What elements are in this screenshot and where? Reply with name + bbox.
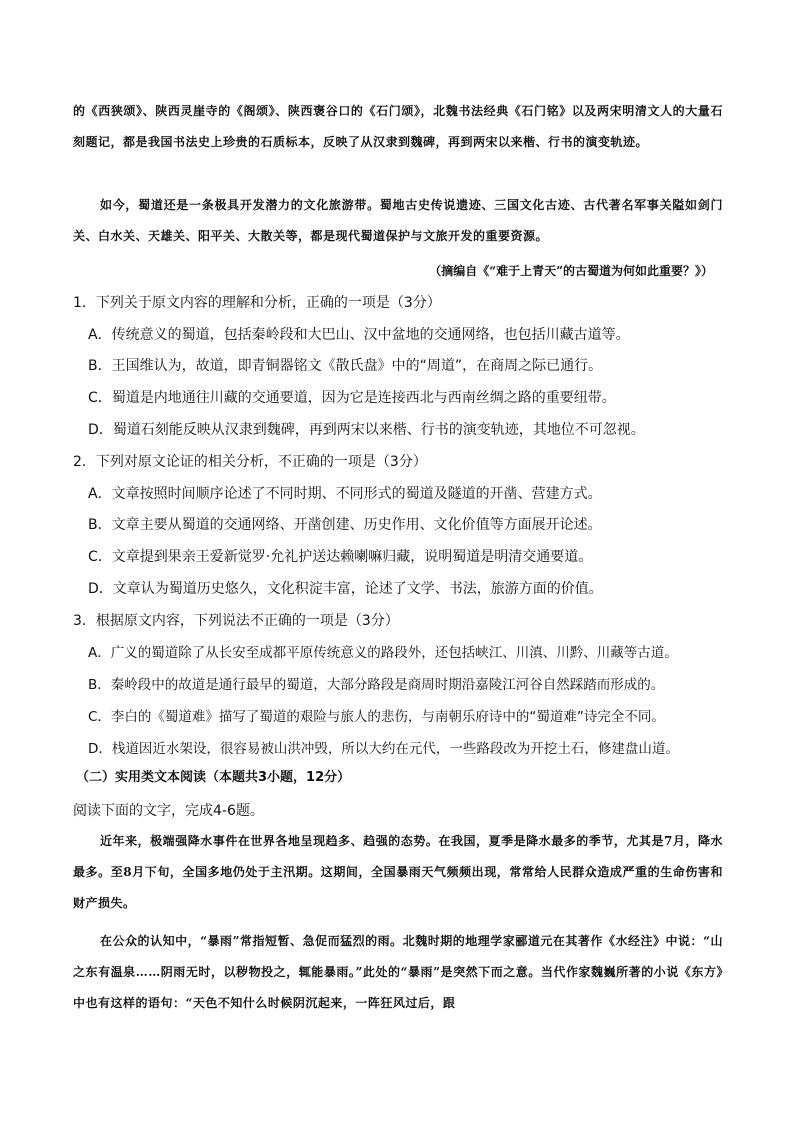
question-3-stem: 3．根据原文内容，下列说法不正确的一项是（3分） — [73, 613, 399, 629]
question-2-option-b: B．文章主要从蜀道的交通网络、开凿创建、历史作用、文化价值等方面展开论述。 — [88, 517, 602, 533]
passage-paragraph-rainstorm: 在公众的认知中，“暴雨”常指短暂、急促而猛烈的雨。北魏时期的地理学家郦道元在其著作《水经注》中说：“山之东有温泉……阴雨无时，以秽物投之，辄能暴雨。”此处的“暴雨”是突然下而之意。当代作家魏巍所著的小说《东方》中也有这样的语句：“天色不知什么时候阴沉起来，一阵狂风过后，跟 — [73, 934, 723, 1010]
question-1-option-b: B．王国维认为，故道，即青铜器铭文《散氏盘》中的“周道”，在商周之际已通行。 — [88, 358, 603, 374]
question-2-stem: 2．下列对原文论证的相关分析，不正确的一项是（3分） — [73, 454, 427, 470]
question-1-stem: 1．下列关于原文内容的理解和分析，正确的一项是（3分） — [73, 295, 441, 311]
question-3-option-d: D．栈道因近水架设，很容易被山洪冲毁，所以大约在元代，一些路段改为开挖土石，修建盘山道。 — [88, 741, 679, 757]
section-instruction: 阅读下面的文字，完成4-6题。 — [73, 803, 264, 819]
question-1-option-a: A．传统意义的蜀道，包括秦岭段和大巴山、汉中盆地的交通网络，也包括川藏古道等。 — [88, 327, 630, 343]
passage-paragraph-rainfall: 近年来，极端强降水事件在世界各地呈现趋多、趋强的态势。在我国，夏季是降水最多的季节，尤其是7月，降水最多。至8月下旬，全国多地仍处于主汛期。这期间，全国暴雨天气频频出现，常常给人民群众造成严重的生命伤害和财产损失。 — [73, 834, 723, 910]
question-2-option-a: A．文章按照时间顺序论述了不同时期、不同形式的蜀道及隧道的开凿、营建方式。 — [88, 486, 602, 502]
section-heading: （二）实用类文本阅读（本题共3小题，12分） — [76, 770, 351, 785]
passage-paragraph-tourism: 如今，蜀道还是一条极具开发潜力的文化旅游带。蜀地古史传说遗迹、三国文化古迹、古代著名军事关隘如剑门关、白水关、天雄关、阳平关、大散关等，都是现代蜀道保护与文旅开发的重要资源。 — [73, 198, 723, 243]
question-3-option-c: C．李白的《蜀道难》描写了蜀道的艰险与旅人的悲伤，与南朝乐府诗中的“蜀道难”诗完全不同。 — [88, 709, 665, 725]
question-1-option-d: D．蜀道石刻能反映从汉隶到魏碑，再到两宋以来楷、行书的演变轨迹，其地位不可忽视。 — [88, 422, 645, 438]
question-2-option-c: C．文章提到果亲王爱新觉罗·允礼护送达赖喇嘛归藏，说明蜀道是明清交通要道。 — [88, 549, 593, 565]
question-1-option-c: C．蜀道是内地通往川藏的交通要道，因为它是连接西北与西南丝绸之路的重要纽带。 — [88, 390, 616, 406]
question-2-option-d: D．文章认为蜀道历史悠久，文化积淀丰富，论述了文学、书法，旅游方面的价值。 — [88, 581, 603, 597]
passage-source: （摘编自《“难于上青天”的古蜀道为何如此重要？》） — [429, 264, 713, 278]
question-3-option-a: A．广义的蜀道除了从长安至成都平原传统意义的路段外，还包括峡江、川滇、川黔、川藏等古道。 — [88, 645, 678, 661]
question-3-option-b: B．秦岭段中的故道是通行最早的蜀道，大部分路段是商周时期沿嘉陵江河谷自然踩踏而形成的。 — [88, 677, 665, 693]
passage-paragraph-calligraphy: 的《西狭颂》、陕西灵崖寺的《阁颂》、陕西褒谷口的《石门颂》，北魏书法经典《石门铭》以及两宋明清文人的大量石刻题记，都是我国书法史上珍贵的石质标本，反映了从汉隶到魏碑，再到两宋以来楷、行书的演变轨迹。 — [73, 104, 723, 149]
